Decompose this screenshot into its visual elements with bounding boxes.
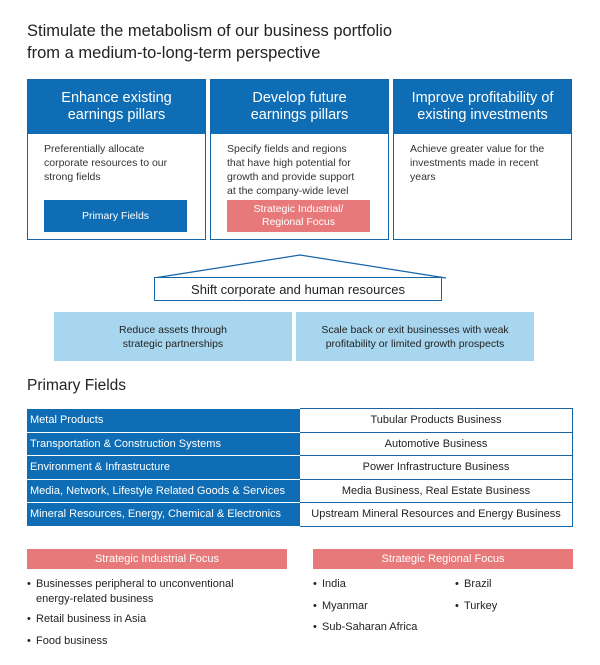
list-item bbox=[27, 634, 297, 649]
primary-fields-tag bbox=[44, 200, 187, 232]
pillar-description bbox=[394, 134, 571, 184]
table-row bbox=[27, 456, 573, 480]
primary-fields-heading: Primary Fields bbox=[27, 377, 127, 394]
field-cell: Mineral Resources, Energy, Chemical & Electronics bbox=[27, 503, 300, 527]
industrial-focus-heading: Strategic Industrial Focus bbox=[27, 549, 287, 569]
description-line: Specify fields and regions bbox=[227, 143, 347, 155]
pillar-improve-profitability bbox=[393, 79, 572, 240]
diagram-title bbox=[27, 20, 577, 64]
pillar-header bbox=[394, 80, 571, 134]
description-line: at the company-wide level bbox=[227, 185, 349, 197]
business-cell: Media Business, Real Estate Business bbox=[300, 479, 573, 503]
description-line: years bbox=[410, 171, 436, 183]
business-cell: Upstream Mineral Resources and Energy Business bbox=[300, 503, 573, 527]
industrial-focus-list bbox=[27, 577, 297, 648]
shift-resources-label: Shift corporate and human resources bbox=[154, 277, 442, 301]
table-row bbox=[27, 409, 573, 433]
description-line: investments made in recent bbox=[410, 157, 539, 169]
title-line-1: Stimulate the metabolism of our business portfolio bbox=[27, 22, 393, 40]
description-line: that have high potential for bbox=[227, 157, 351, 169]
list-item-line: energy-related business bbox=[36, 592, 154, 605]
pillar-title-line: Enhance existing bbox=[61, 90, 172, 106]
list-item-line: • Retail business in Asia bbox=[36, 613, 147, 625]
field-cell: Metal Products bbox=[27, 409, 300, 433]
table-row bbox=[27, 503, 573, 527]
list-item bbox=[27, 577, 297, 606]
field-cell: Transportation & Construction Systems bbox=[27, 432, 300, 456]
list-item: • Sub-Saharan Africa bbox=[313, 620, 453, 635]
box-line: Scale back or exit businesses with weak bbox=[321, 323, 509, 336]
pillar-description bbox=[28, 134, 205, 184]
description-line: corporate resources to our bbox=[44, 157, 168, 169]
description-line: strong fields bbox=[44, 171, 101, 183]
regional-focus-list-col2 bbox=[455, 577, 565, 613]
pillar-develop-future bbox=[210, 79, 389, 240]
pillar-enhance-existing bbox=[27, 79, 206, 240]
description-line: growth and provide support bbox=[227, 171, 355, 183]
description-line: Preferentially allocate bbox=[44, 143, 145, 155]
tag-label: Primary Fields bbox=[81, 209, 150, 222]
list-item: • Turkey bbox=[455, 599, 565, 614]
tag-label: Regional Focus bbox=[262, 216, 335, 228]
box-line: strategic partnerships bbox=[122, 337, 224, 350]
box-line: profitability or limited growth prospects bbox=[325, 337, 505, 350]
list-item: • Brazil bbox=[455, 577, 565, 592]
list-item bbox=[27, 612, 297, 627]
pillar-title-line: Improve profitability of bbox=[411, 90, 554, 106]
strategic-focus-tag bbox=[227, 200, 370, 232]
field-cell: Environment & Infrastructure bbox=[27, 456, 300, 480]
pillar-title-line: earnings pillars bbox=[250, 107, 349, 123]
title-line-2: from a medium-to-long-term perspective bbox=[27, 44, 321, 62]
regional-focus-heading: Strategic Regional Focus bbox=[313, 549, 573, 569]
table-row bbox=[27, 479, 573, 503]
list-item: • India bbox=[313, 577, 453, 592]
business-cell: Automotive Business bbox=[300, 432, 573, 456]
box-line: Reduce assets through bbox=[119, 323, 227, 336]
tag-label: Strategic Industrial/ bbox=[253, 203, 344, 215]
table-row bbox=[27, 432, 573, 456]
list-item-line: • Food business bbox=[36, 634, 108, 647]
pillar-header bbox=[28, 80, 205, 134]
business-cell: Tubular Products Business bbox=[300, 409, 573, 433]
pillar-title-line: earnings pillars bbox=[67, 107, 166, 123]
description-line: Achieve greater value for the bbox=[410, 143, 545, 155]
primary-fields-table bbox=[27, 408, 573, 527]
field-cell: Media, Network, Lifestyle Related Goods & Services bbox=[27, 479, 300, 503]
list-item-line: • Businesses peripheral to unconventional bbox=[36, 578, 234, 590]
business-cell: Power Infrastructure Business bbox=[300, 456, 573, 480]
pillar-title-line: existing investments bbox=[417, 107, 548, 123]
pillar-header bbox=[211, 80, 388, 134]
pillar-description bbox=[211, 134, 388, 198]
regional-focus-list-col1 bbox=[313, 577, 453, 635]
pillar-title-line: Develop future bbox=[252, 90, 347, 106]
scale-back-box bbox=[296, 312, 534, 361]
reduce-assets-box bbox=[54, 312, 292, 361]
list-item: • Myanmar bbox=[313, 599, 453, 614]
